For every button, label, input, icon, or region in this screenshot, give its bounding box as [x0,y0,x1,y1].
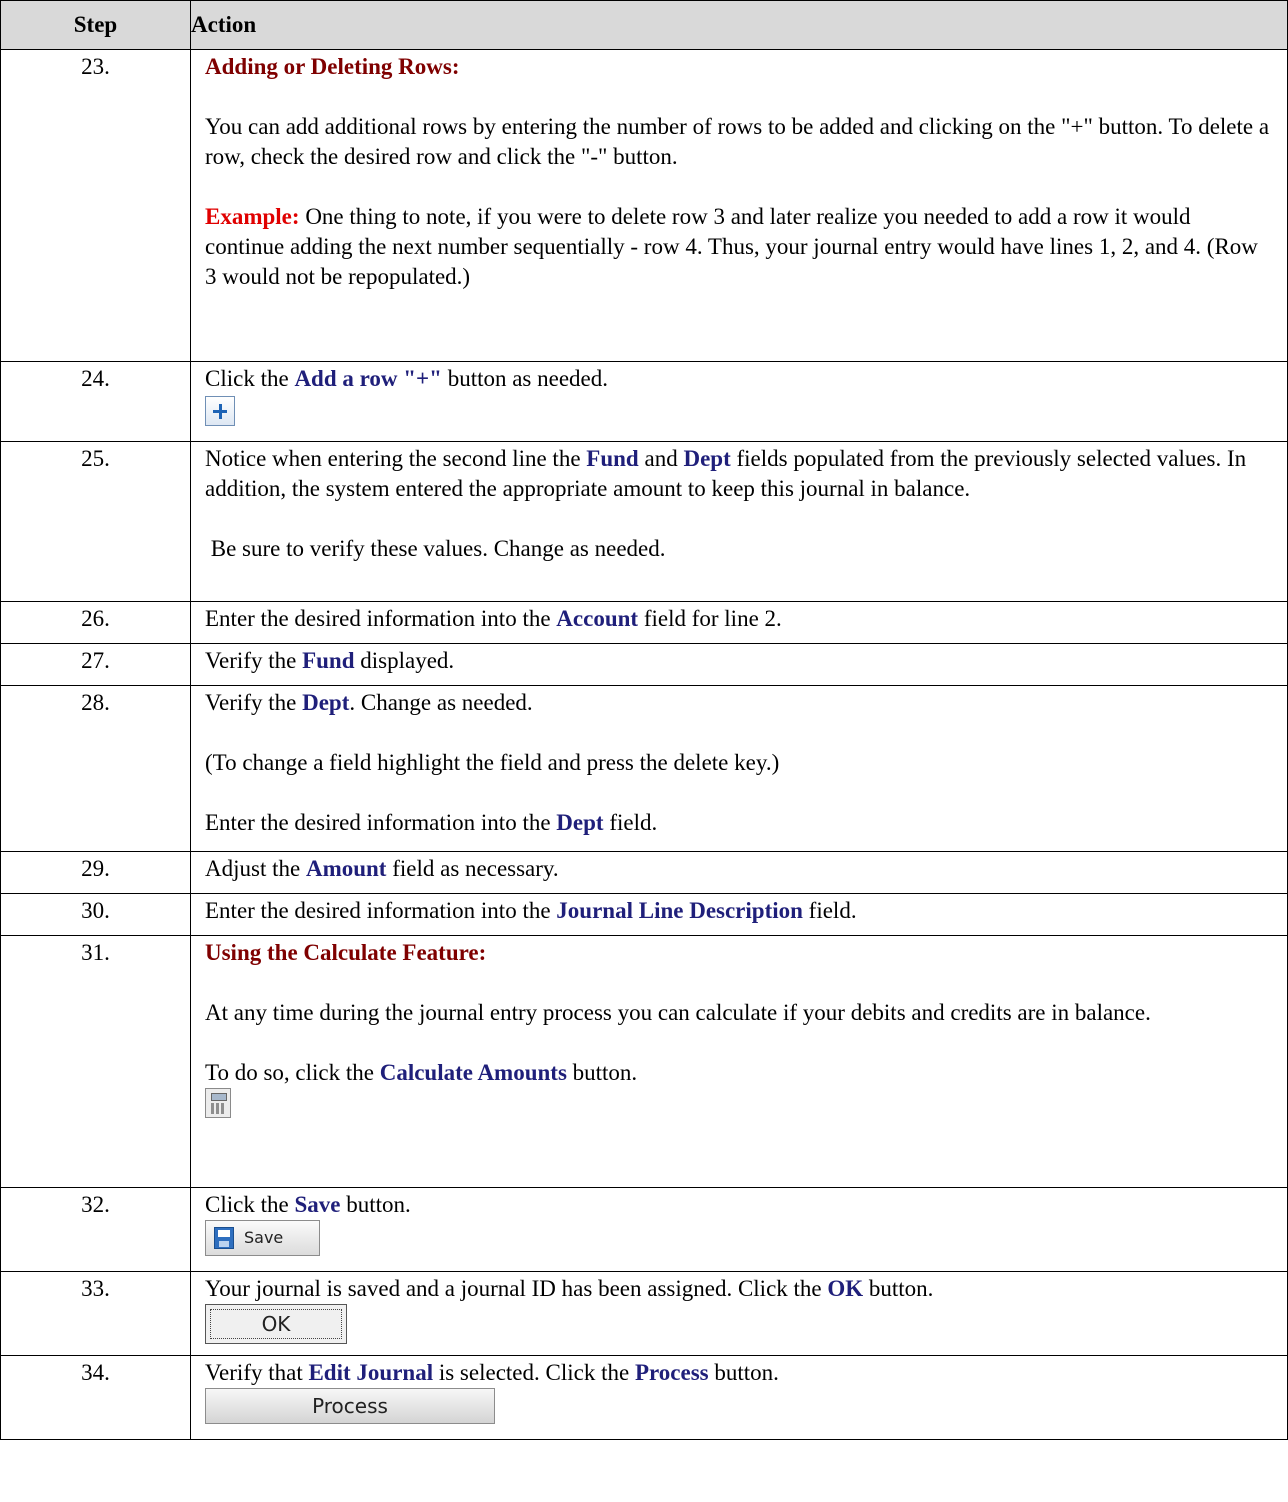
ui-term: Dept [556,810,604,835]
ui-term: Dept [683,446,731,471]
step-number: 34. [1,1356,191,1440]
save-button[interactable] [205,1220,320,1256]
process-button[interactable]: Process [205,1388,495,1424]
ui-term: Fund [302,648,355,673]
step-action [191,936,1288,1188]
table-row [1,50,1288,362]
step-action [191,852,1288,894]
ui-term: Dept [302,690,350,715]
step-number: 31. [1,936,191,1188]
step-number: 25. [1,442,191,602]
step-number: 28. [1,686,191,852]
ui-term: Journal Line Description [556,898,803,923]
table-row [1,1356,1288,1440]
step-number: 30. [1,894,191,936]
add-row-plus-icon[interactable] [205,396,235,426]
section-heading: Adding or Deleting Rows: [205,54,460,79]
ui-term: Amount [305,856,387,881]
table-row [1,362,1288,442]
ui-term: Edit Journal [308,1360,434,1385]
example-text: One thing to note, if you were to delete row 3 and later realize you needed to add a row it would continue adding the next number sequentially - row 4. Thus, your journal entry would have lines 1, 2, and 4. (Row 3 would not be repopulated.) [205,204,1258,289]
step-text: At any time during the journal entry process you can calculate if your debits and credits are in balance. [205,1000,1151,1025]
step-action [191,1356,1288,1440]
step-action [191,50,1288,362]
step-number: 33. [1,1272,191,1356]
step-action [191,1188,1288,1272]
step-action [191,644,1288,686]
ui-term: Fund [586,446,639,471]
step-number: 23. [1,50,191,362]
table-row [1,852,1288,894]
step-number: 29. [1,852,191,894]
table-row [1,1272,1288,1356]
ui-term: Account [556,606,639,631]
step-text: You can add additional rows by entering the number of rows to be added and clicking on the "+" button. To delete a row, check the desired row and click the "-" button. [205,114,1270,169]
step-number: 27. [1,644,191,686]
table-header-row [1,1,1288,50]
step-text: Click the Save button. [205,1192,411,1217]
table-row [1,686,1288,852]
step-text: To do so, click the Calculate Amounts button. [205,1060,638,1085]
section-heading: Using the Calculate Feature: [205,940,487,965]
example-note [205,202,1275,292]
step-text: Adjust the Amount field as necessary. [205,856,559,881]
step-text: (To change a field highlight the field and press the delete key.) [205,750,780,775]
ui-term: Process [634,1360,709,1385]
ui-term: Add a row "+" [294,366,442,391]
step-number: 26. [1,602,191,644]
step-action [191,602,1288,644]
ok-button[interactable] [205,1304,347,1344]
step-text: Enter the desired information into the Account field for line 2. [205,606,782,631]
step-action [191,894,1288,936]
step-text: Be sure to verify these values. Change as needed. [205,536,666,561]
step-number: 24. [1,362,191,442]
save-button-label: Save [244,1228,284,1247]
step-text: Enter the desired information into the Dept field. [205,810,658,835]
ui-term: Calculate Amounts [379,1060,567,1085]
step-text: Notice when entering the second line the Fund and Dept fields populated from the previously selected values. In addition, the system entered the appropriate amount to keep this journal in balance. [205,446,1247,501]
step-number: 32. [1,1188,191,1272]
action-column-header: Action [191,1,1288,50]
save-disk-icon [214,1227,234,1249]
step-text: Verify the Fund displayed. [205,648,455,673]
step-action [191,686,1288,852]
step-action [191,1272,1288,1356]
step-column-header: Step [1,1,191,50]
calculator-icon[interactable] [205,1088,231,1118]
table-row [1,894,1288,936]
step-text: Click the Add a row "+" button as needed. [205,366,609,391]
step-action [191,442,1288,602]
table-row [1,936,1288,1188]
step-action [191,362,1288,442]
table-row [1,644,1288,686]
table-row [1,442,1288,602]
example-label: Example: [205,204,300,229]
ok-button-label: OK [261,1312,291,1336]
step-text: Your journal is saved and a journal ID has been assigned. Click the OK button. [205,1276,934,1301]
ui-term: OK [827,1276,864,1301]
ui-term: Save [294,1192,341,1217]
step-text: Enter the desired information into the Journal Line Description field. [205,898,857,923]
table-row [1,1188,1288,1272]
step-text: Verify the Dept. Change as needed. [205,690,533,715]
step-text: Verify that Edit Journal is selected. Click the Process button. [205,1360,779,1385]
table-row [1,602,1288,644]
